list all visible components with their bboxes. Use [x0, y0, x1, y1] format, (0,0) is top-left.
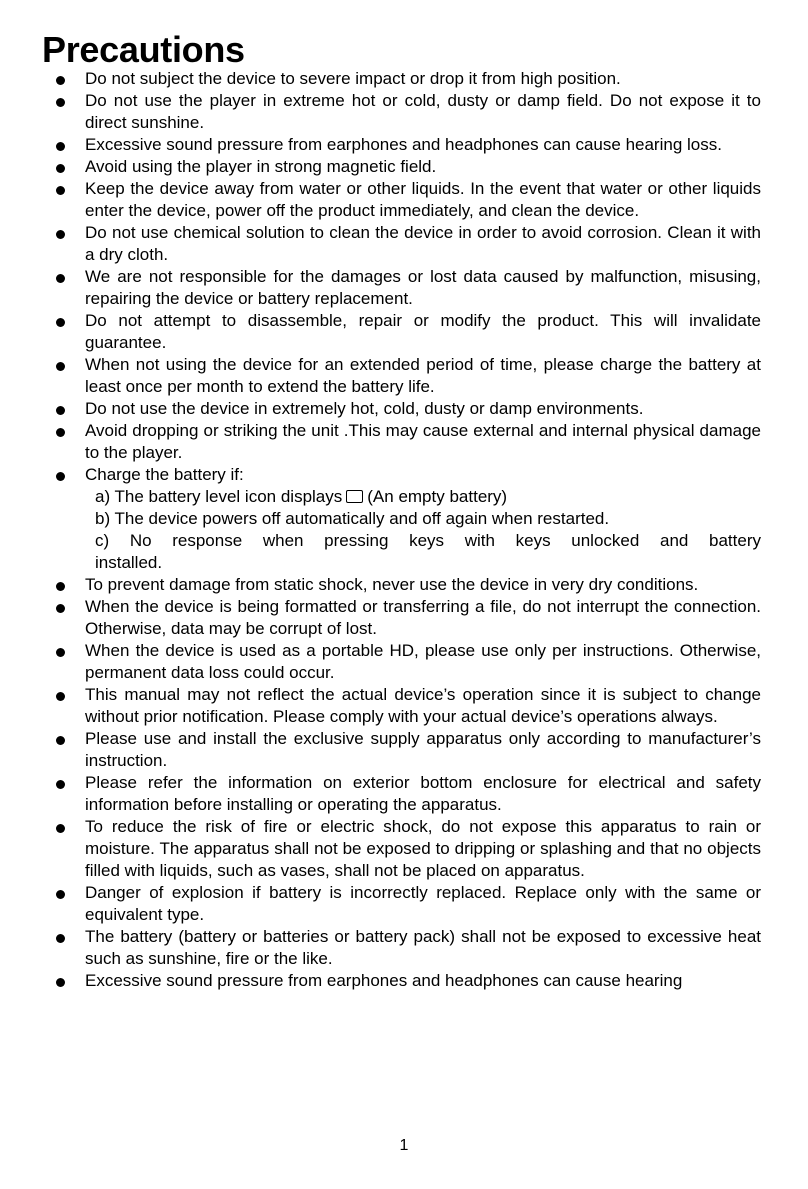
list-item: [0, 420, 808, 464]
list-item-text: When the device is used as a portable HD, please use only per instructions. Otherwise, permanent data loss could occur.: [85, 641, 761, 682]
bullet-icon: [56, 318, 65, 327]
list-item: [0, 574, 808, 596]
page-title: Precautions: [42, 29, 245, 70]
list-item: [0, 926, 808, 970]
page-number: 1: [399, 1137, 409, 1154]
list-item-text: To prevent damage from static shock, never use the device in very dry conditions.: [85, 575, 699, 594]
list-item-text: The battery (battery or batteries or battery pack) shall not be exposed to excessive heat such as sunshine, fire or the like.: [85, 927, 761, 968]
bullet-icon: [56, 824, 65, 833]
list-item-text: When the device is being formatted or transferring a file, do not interrupt the connection. Otherwise, data may be corrupt of lost.: [85, 597, 761, 638]
bullet-icon: [56, 582, 65, 591]
bullet-icon: [56, 472, 65, 481]
list-item: [0, 772, 808, 816]
bullet-icon: [56, 934, 65, 943]
list-item-text: Excessive sound pressure from earphones and headphones can cause hearing: [85, 971, 683, 990]
bullet-icon: [56, 736, 65, 745]
bullet-icon: [56, 230, 65, 239]
list-item-text: Danger of explosion if battery is incorrectly replaced. Replace only with the same or equivalent type.: [85, 883, 761, 924]
bullet-icon: [56, 428, 65, 437]
charge-condition-a: [85, 486, 761, 508]
charge-condition-c: c) No response when pressing keys with keys unlocked and battery: [95, 531, 761, 550]
bullet-icon: [56, 76, 65, 85]
charge-condition-c-continued: installed.: [95, 553, 163, 572]
list-item-text: To reduce the risk of fire or electric shock, do not expose this apparatus to rain or moisture. The apparatus shall not be exposed to dripping or splashing and that no objects filled with liquids, such as vases, shall not be placed on apparatus.: [85, 817, 761, 880]
list-item-text: This manual may not reflect the actual device’s operation since it is subject to change without prior notification. Please comply with your actual device’s operations always.: [85, 685, 761, 726]
bullet-icon: [56, 274, 65, 283]
list-item-text: Do not use the player in extreme hot or cold, dusty or damp field. Do not expose it to direct sunshine.: [85, 91, 761, 132]
charge-condition-b: b) The device powers off automatically and off again when restarted.: [95, 509, 610, 528]
list-item: [0, 596, 808, 640]
charge-condition-a-text: a) The battery level icon displays: [95, 487, 343, 506]
list-item: [0, 134, 808, 156]
list-item: [0, 266, 808, 310]
list-item-text: We are not responsible for the damages or lost data caused by malfunction, misusing, repairing the device or battery replacement.: [85, 267, 761, 308]
charge-lead: Charge the battery if:: [85, 465, 244, 484]
list-item: [0, 728, 808, 772]
list-item-text: Do not use chemical solution to clean the device in order to avoid corrosion. Clean it with a dry cloth.: [85, 223, 761, 264]
bullet-icon: [56, 890, 65, 899]
bullet-icon: [56, 362, 65, 371]
list-item: [0, 222, 808, 266]
bullet-icon: [56, 98, 65, 107]
list-item: [0, 178, 808, 222]
empty-battery-icon: [346, 490, 363, 503]
list-item-text: Do not attempt to disassemble, repair or modify the product. This will invalidate guarantee.: [85, 311, 761, 352]
list-item-text: When not using the device for an extended period of time, please charge the battery at least once per month to extend the battery life.: [85, 355, 761, 396]
list-item-text: Excessive sound pressure from earphones and headphones can cause hearing loss.: [85, 135, 722, 154]
bullet-icon: [56, 978, 65, 987]
list-item: [0, 684, 808, 728]
list-item: [0, 970, 808, 992]
charge-condition-a-note: (An empty battery): [367, 487, 508, 506]
list-item-text: Do not subject the device to severe impact or drop it from high position.: [85, 69, 621, 88]
list-item: [0, 816, 808, 882]
list-item-charge: [0, 464, 808, 574]
list-item-text: Please refer the information on exterior bottom enclosure for electrical and safety information before installing or operating the apparatus.: [85, 773, 761, 814]
list-item-text: Keep the device away from water or other liquids. In the event that water or other liquids enter the device, power off the product immediately, and clean the device.: [85, 179, 761, 220]
list-item: [0, 640, 808, 684]
bullet-icon: [56, 142, 65, 151]
list-item: [0, 156, 808, 178]
bullet-icon: [56, 186, 65, 195]
bullet-icon: [56, 648, 65, 657]
bullet-icon: [56, 164, 65, 173]
list-item: [0, 882, 808, 926]
bullet-icon: [56, 604, 65, 613]
bullet-icon: [56, 780, 65, 789]
bullet-icon: [56, 406, 65, 415]
list-item: [0, 354, 808, 398]
list-item-text: Please use and install the exclusive supply apparatus only according to manufacturer’s instruction.: [85, 729, 761, 770]
list-item-text: Do not use the device in extremely hot, cold, dusty or damp environments.: [85, 399, 644, 418]
bullet-icon: [56, 692, 65, 701]
list-item-text: Avoid dropping or striking the unit .This may cause external and internal physical damage to the player.: [85, 421, 761, 462]
list-item: [0, 68, 808, 90]
list-item: [0, 310, 808, 354]
list-item: [0, 398, 808, 420]
list-item: [0, 90, 808, 134]
precautions-list: [0, 68, 808, 992]
list-item-text: Avoid using the player in strong magnetic field.: [85, 157, 437, 176]
